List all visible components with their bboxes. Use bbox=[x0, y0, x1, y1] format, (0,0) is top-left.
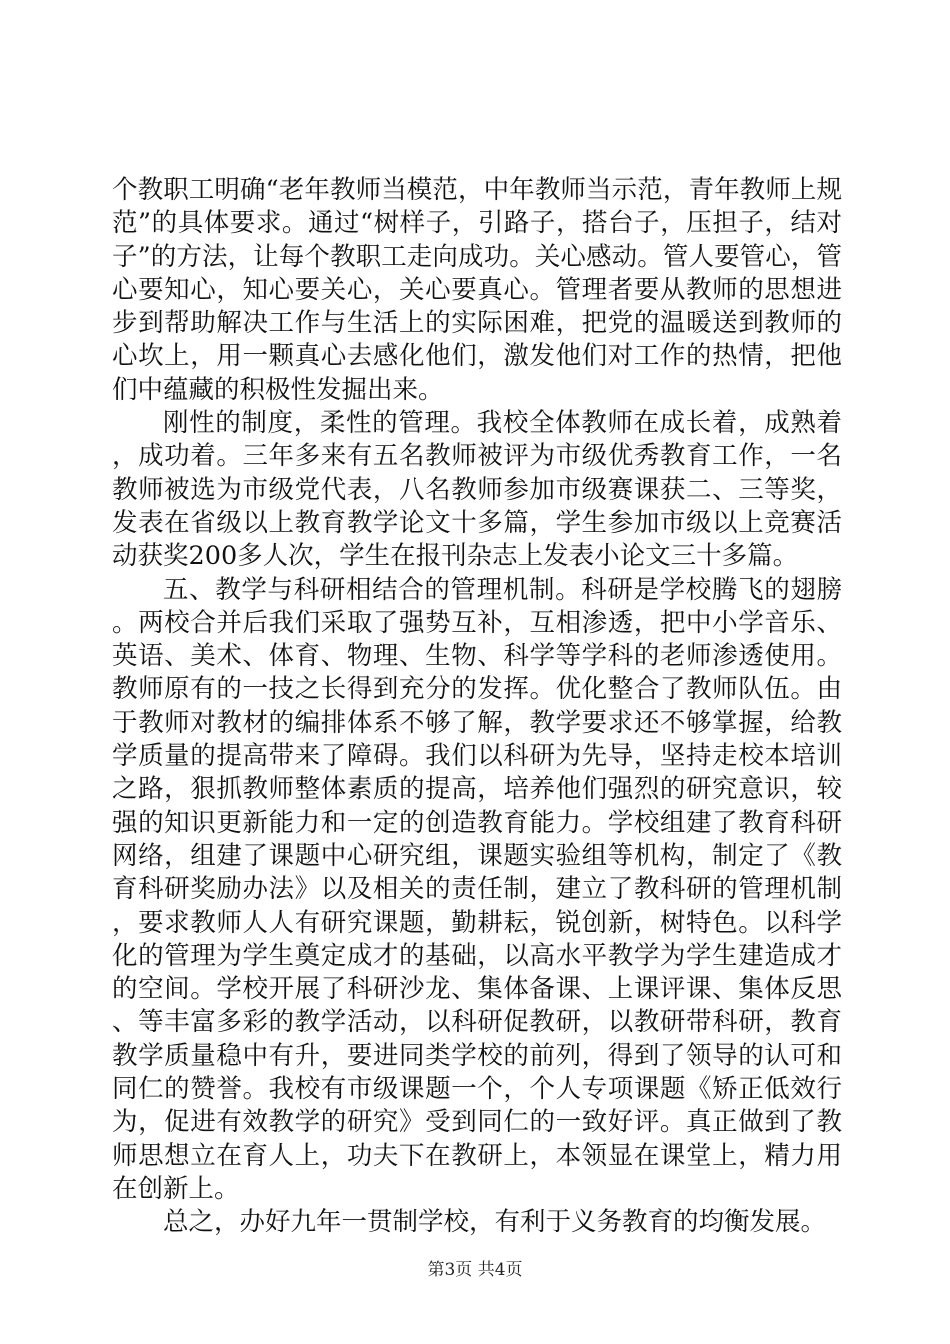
paragraph-4: 总之，办好九年一贯制学校，有利于义务教育的均衡发展。 bbox=[163, 1207, 827, 1238]
paragraph-2: 刚性的制度，柔性的管理。我校全体教师在成长着，成熟着，成功着。三年多来有五名教师被评为市级优秀教育工作，一名教师被选为市级党代表，八名教师参加市级赛课获二、三等奖，发表在省级以上教育教学论文十多篇，学生参加市级以上竞赛活动获奖200多人次，学生在报刊杂志上发表小论文三十多篇。 bbox=[112, 408, 842, 572]
paragraph-3: 五、教学与科研相结合的管理机制。科研是学校腾飞的翅膀。两校合并后我们采取了强势互补，互相渗透，把中小学音乐、英语、美术、体育、物理、生物、科学等学科的老师渗透使用。教师原有的一技之长得到充分的发挥。优化整合了教师队伍。由于教师对教材的编排体系不够了解，教学要求还不够掌握，给教学质量的提高带来了障碍。我们以科研为先导，坚持走校本培训之路，狠抓教师整体素质的提高，培养他们强烈的研究意识，较强的知识更新能力和一定的创造教育能力。学校组建了教育科研网络，组建了课题中心研究组，课题实验组等机构，制定了《教育科研奖励办法》以及相关的责任制，建立了教科研的管理机制，要求教师人人有研究课题，勤耕耘，锐创新，树特色。以科学化的管理为学生奠定成才的基础，以高水平教学为学生建造成才的空间。学校开展了科研沙龙、集体备课、上课评课、集体反思、等丰富多彩的教学活动，以科研促教研，以教研带科研，教育教学质量稳中有升，要进同类学校的前列，得到了领导的认可和同仁的赞誉。我校有市级课题一个，个人专项课题《矫正低效行为，促进有效教学的研究》受到同仁的一致好评。真正做到了教师思想立在育人上，功夫下在教研上，本领显在课堂上，精力用在创新上。 bbox=[112, 574, 842, 1204]
page-number-footer: 第3页 共4页 bbox=[427, 1260, 523, 1280]
paragraph-1: 个教职工明确“老年教师当模范，中年教师当示范，青年教师上规范”的具体要求。通过“树样子，引路子，搭台子，压担子，结对子”的方法，让每个教职工走向成功。关心感动。管人要管心，管心要知心，知心要关心，关心要真心。管理者要从教师的思想进步到帮助解决工作与生活上的实际困难，把党的温暖送到教师的心坎上，用一颗真心去感化他们，激发他们对工作的热情，把他们中蕴藏的积极性发掘出来。 bbox=[112, 175, 842, 405]
document-body bbox=[112, 174, 842, 1240]
